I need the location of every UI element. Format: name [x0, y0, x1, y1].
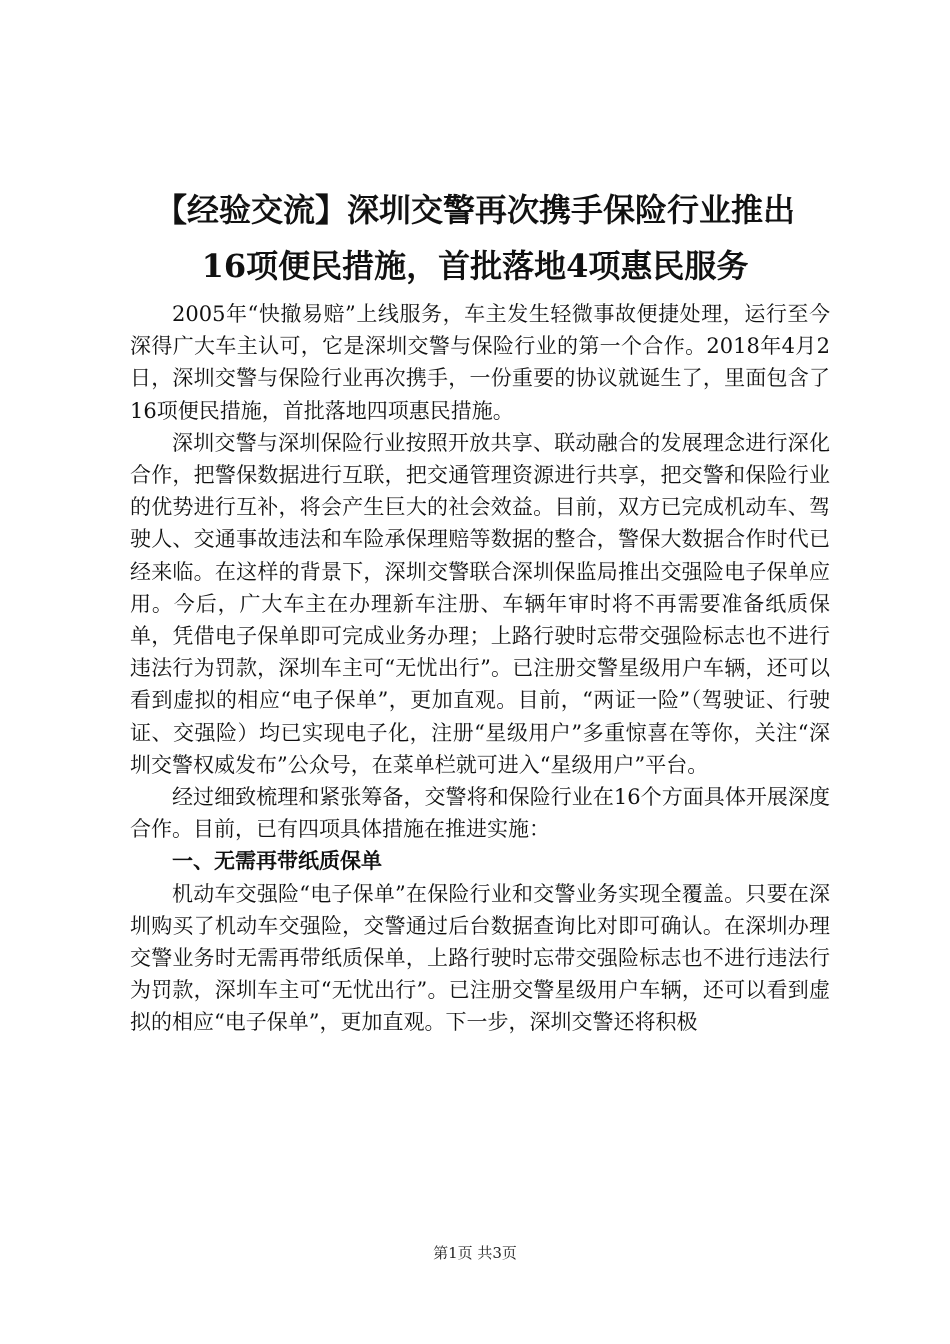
paragraph-measures: 经过细致梳理和紧张筹备，交警将和保险行业在16个方面具体开展深度合作。目前，已有四项具体措施在推进实施： — [130, 785, 830, 842]
title-line-1: 【经验交流】深圳交警再次携手保险行业推出 — [154, 191, 795, 229]
document-body — [130, 298, 830, 1039]
document-title — [100, 182, 850, 294]
paragraph-cooperation: 深圳交警与深圳保险行业按照开放共享、联动融合的发展理念进行深化合作，把警保数据进行互联，把交通管理资源进行共享，把交警和保险行业的优势进行互补，将会产生巨大的社会效益。目前，双方已完成机动车、驾驶人、交通事故违法和车险承保理赔等数据的整合，警保大数据合作时代已经来临。在这样的背景下，深圳交警联合深圳保监局推出交强险电子保单应用。今后，广大车主在办理新车注册、车辆年审时将不再需要准备纸质保单，凭借电子保单即可完成业务办理；上路行驶时忘带交强险标志也不进行违法行为罚款，深圳车主可“无忧出行”。已注册交警星级用户车辆，还可以看到虚拟的相应“电子保单”，更加直观。目前，“两证一险”（驾驶证、行驶证、交强险）均已实现电子化，注册“星级用户”多重惊喜在等你，关注“深圳交警权威发布”公众号，在菜单栏就可进入“星级用户”平台。 — [130, 430, 830, 777]
title-line-2: 16项便民措施，首批落地4项惠民服务 — [201, 247, 749, 285]
section-heading: 一、无需再带纸质保单 — [172, 848, 382, 874]
paragraph-intro: 2005年“快撤易赔”上线服务，车主发生轻微事故便捷处理，运行至今深得广大车主认可，它是深圳交警与保险行业的第一个合作。2018年4月2日，深圳交警与保险行业再次携手，一份重要的协议就诞生了，里面包含了16项便民措施，首批落地四项惠民措施。 — [130, 302, 830, 423]
page-number: 第1页 共3页 — [433, 1244, 517, 1262]
section-paragraph: 机动车交强险“电子保单”在保险行业和交警业务实现全覆盖。只要在深圳购买了机动车交强险，交警通过后台数据查询比对即可确认。在深圳办理交警业务时无需再带纸质保单，上路行驶时忘带交强险标志也不进行违法行为罚款，深圳车主可“无忧出行”。已注册交警星级用户车辆，还可以看到虚拟的相应“电子保单”，更加直观。下一步，深圳交警还将积极 — [130, 881, 830, 1035]
page-footer — [0, 1243, 950, 1263]
